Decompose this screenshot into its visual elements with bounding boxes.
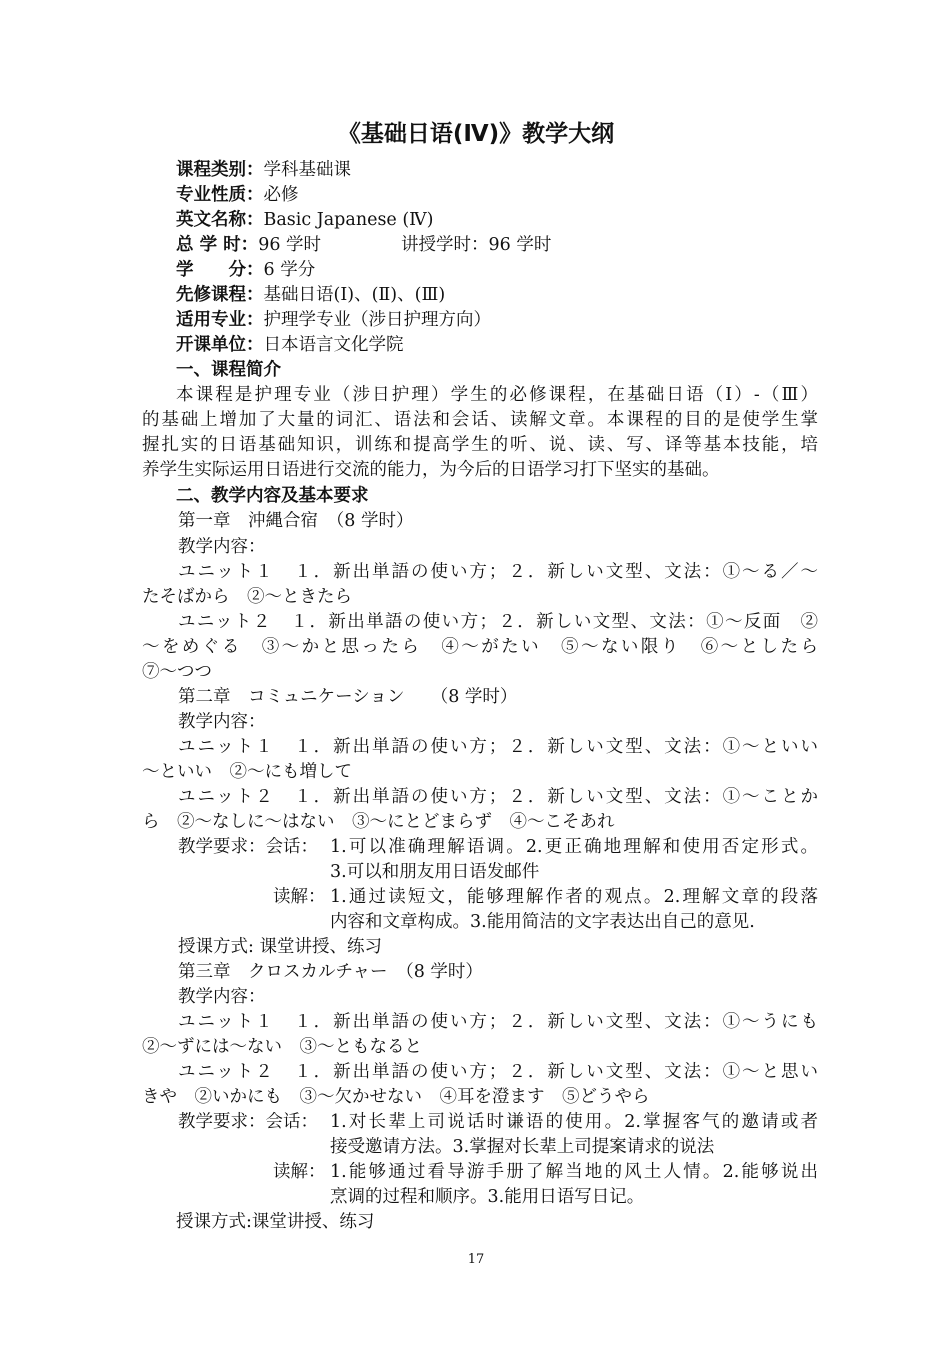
chapter2-title: 第二章 コミュニケーション （8 学时） <box>178 687 518 707</box>
info-category <box>176 158 351 182</box>
info-hours <box>176 233 321 257</box>
chapter3-content-label: 教学内容： <box>178 987 266 1007</box>
chapter3-unit1-line: ②～ずには～ない ③～ともなると <box>142 1037 422 1057</box>
chapter2-req-read: 1.通过读短文，能够理解作者的观点。2.理解文章的段落 <box>330 887 818 907</box>
chapter2-content-label: 教学内容： <box>178 712 266 732</box>
info-category-value: 学科基础课 <box>263 160 351 180</box>
info-hours-label: 总 学 时： <box>176 235 259 255</box>
section1-line: 握扎实的日语基础知识，训练和提高学生的听、说、读、写、译等基本技能，培 <box>142 435 818 455</box>
info-prereq <box>176 283 445 307</box>
info-english-label: 英文名称： <box>176 210 264 230</box>
chapter3-req-read: 1.能够通过看导游手册了解当地的风土人情。2.能够说出 <box>330 1162 818 1182</box>
chapter3-req-conv: 接受邀请方法。3.掌握对长辈上司提案请求的说法 <box>330 1137 715 1157</box>
info-major-value: 护理学专业（涉日护理方向） <box>263 310 491 330</box>
section1-heading: 一、课程简介 <box>176 360 281 380</box>
info-prereq-label: 先修课程： <box>176 285 264 305</box>
chapter1-content-label: 教学内容： <box>178 537 266 557</box>
chapter2-unit2-line: ら ②～なしに～はない ③～にとどまらず ④～こそあれ <box>142 812 615 832</box>
chapter1-unit2-line: ユニット２ １．新出単語の使い方；２．新しい文型、文法：①～反面 ② <box>178 612 818 632</box>
section1-line: 养学生实际运用日语进行交流的能力，为今后的日语学习打下坚实的基础。 <box>142 460 720 480</box>
chapter2-req-read-label: 读解： <box>273 887 326 907</box>
info-lecture-hours: 讲授学时：96 学时 <box>401 235 552 255</box>
info-major-label: 适用专业： <box>176 310 264 330</box>
chapter3-req-conv: 1.对长辈上司说话时谦语的使用。2.掌握客气的邀请或者 <box>330 1112 818 1132</box>
info-hours-value: 96 学时 <box>258 235 322 255</box>
info-credits <box>176 258 315 282</box>
chapter2-req-conv: 1.可以准确理解语调。2.更正确地理解和使用否定形式。 <box>330 837 818 857</box>
chapter2-unit1-line: ～といい ②～にも増して <box>142 762 352 782</box>
info-nature-value: 必修 <box>263 185 299 205</box>
section2-heading: 二、教学内容及基本要求 <box>176 486 369 506</box>
document-title: 《基础日语(Ⅳ)》教学大纲 <box>337 121 615 147</box>
info-unit-value: 日本语言文化学院 <box>263 335 404 355</box>
chapter3-method: 授课方式:课堂讲授、练习 <box>176 1212 375 1232</box>
chapter3-unit1-line: ユニット１ １．新出単語の使い方；２．新しい文型、文法：①～うにも <box>178 1012 818 1032</box>
chapter3-req-read: 烹调的过程和顺序。3.能用日语写日记。 <box>330 1187 645 1207</box>
info-credits-value: 6 学分 <box>263 260 316 280</box>
chapter2-req-read: 内容和文章构成。3.能用简洁的文字表达出自己的意见. <box>330 912 755 932</box>
info-unit <box>176 333 404 357</box>
chapter1-unit2-line: ⑦～つつ <box>142 662 212 682</box>
info-nature <box>176 183 299 207</box>
section1-line: 的基础上增加了大量的词汇、语法和会话、读解文章。本课程的目的是使学生掌 <box>142 410 818 430</box>
info-nature-label: 专业性质： <box>176 185 264 205</box>
chapter3-title: 第三章 クロスカルチャー （8 学时） <box>178 962 483 982</box>
chapter1-unit1-line: たそばから ②～ときたら <box>142 587 352 607</box>
chapter2-req-conv: 3.可以和朋友用日语发邮件 <box>330 862 540 882</box>
section1-line: 本课程是护理专业（涉日护理）学生的必修课程，在基础日语（Ⅰ）-（Ⅲ） <box>176 385 818 405</box>
info-english <box>176 208 433 232</box>
chapter3-unit2-line: きや ②いかにも ③～欠かせない ④耳を澄ます ⑤どうやら <box>142 1087 650 1107</box>
info-english-value: Basic Japanese (Ⅳ) <box>263 210 434 230</box>
chapter2-req-label: 教学要求：会话： <box>178 837 318 857</box>
chapter3-unit2-line: ユニット２ １．新出単語の使い方；２．新しい文型、文法：①～と思い <box>178 1062 818 1082</box>
info-credits-label: 学 分： <box>176 260 264 280</box>
chapter2-unit1-line: ユニット１ １．新出単語の使い方；２．新しい文型、文法：①～といい <box>178 737 818 757</box>
chapter2-method: 授课方式: 课堂讲授、练习 <box>178 937 382 957</box>
info-major <box>176 308 491 332</box>
info-prereq-value: 基础日语(Ⅰ)、(Ⅱ)、(Ⅲ) <box>263 285 446 305</box>
page-number: 17 <box>467 1252 485 1267</box>
chapter3-req-read-label: 读解： <box>273 1162 326 1182</box>
chapter3-req-label: 教学要求：会话： <box>178 1112 318 1132</box>
info-category-label: 课程类别： <box>176 160 264 180</box>
chapter1-title: 第一章 沖縄合宿 （8 学时） <box>178 511 414 531</box>
chapter2-unit2-line: ユニット２ １．新出単語の使い方；２．新しい文型、文法：①～ことか <box>178 787 818 807</box>
info-unit-label: 开课单位： <box>176 335 264 355</box>
chapter1-unit2-line: ～をめぐる ③～かと思ったら ④～がたい ⑤～ない限り ⑥～としたら <box>142 637 818 657</box>
chapter1-unit1-line: ユニット１ １．新出単語の使い方；２．新しい文型、文法：①～る／～ <box>178 562 818 582</box>
